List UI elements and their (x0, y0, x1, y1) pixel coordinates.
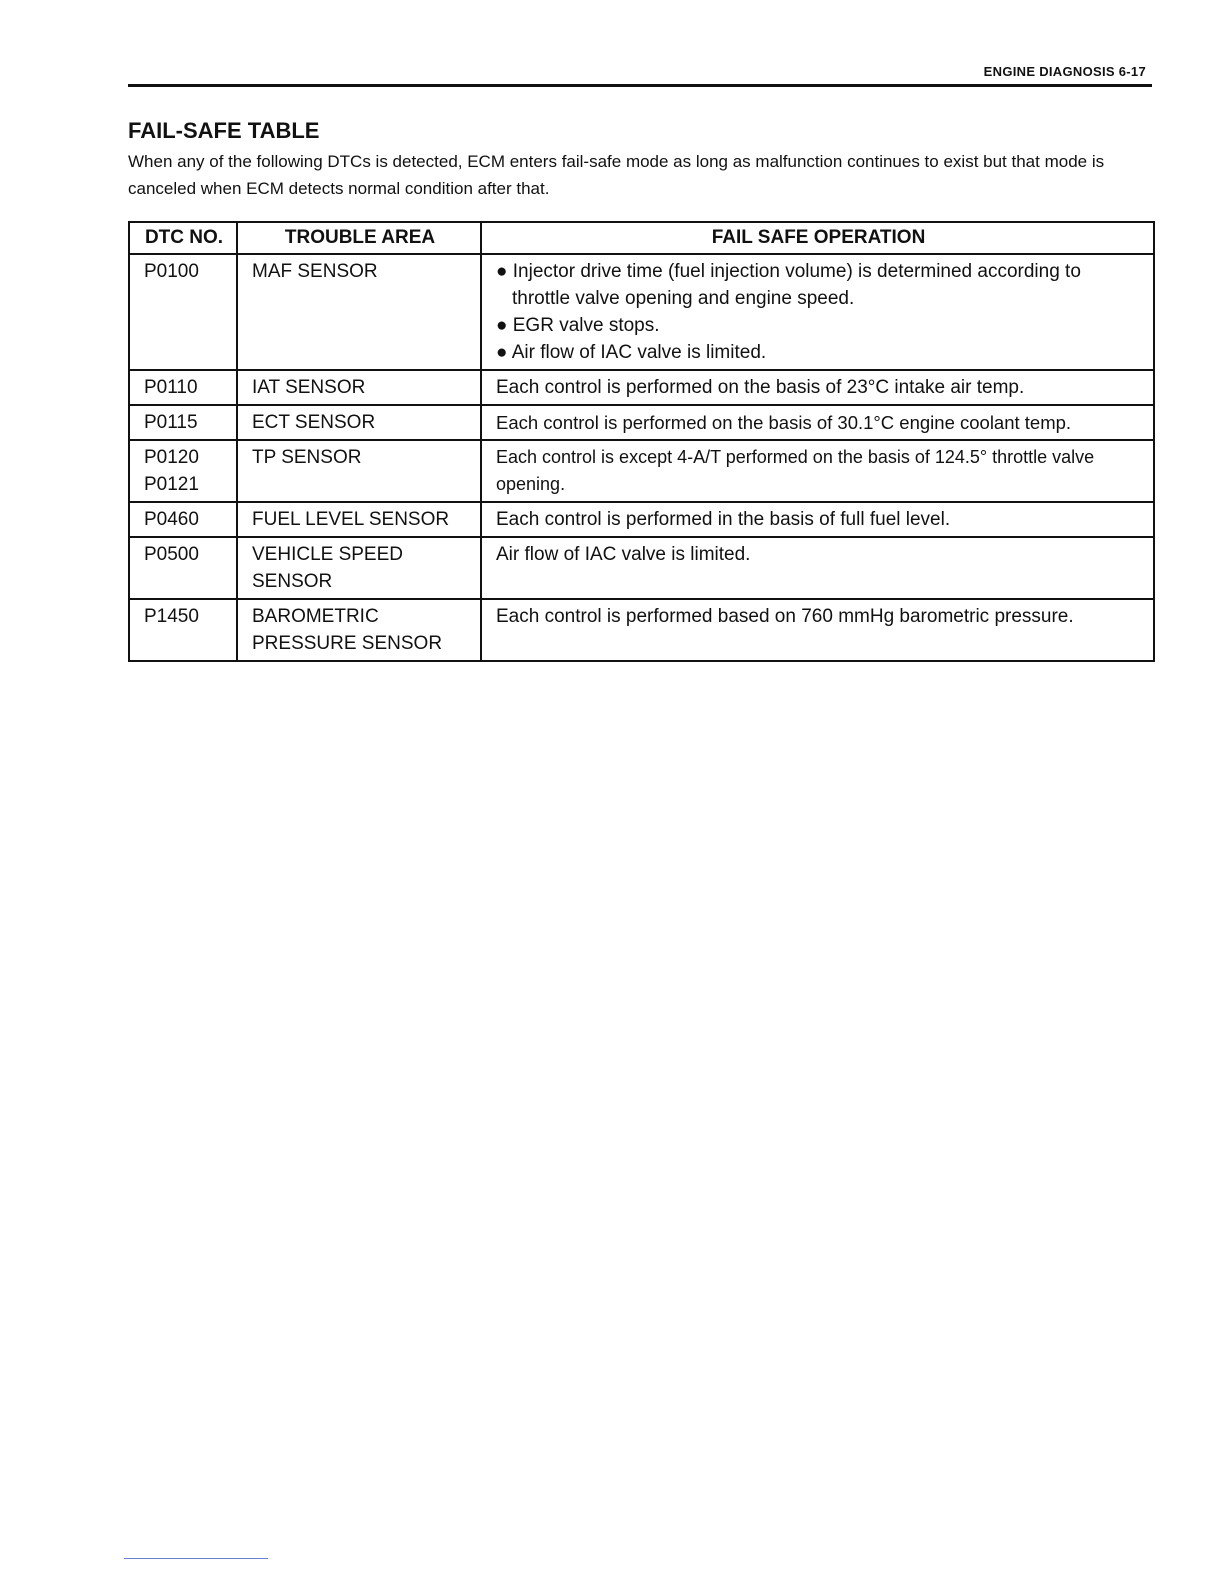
trouble-area-text: BAROMETRIC (252, 606, 379, 627)
trouble-area-text: SENSOR (252, 571, 333, 592)
dtc-cell (129, 405, 237, 440)
section-title: FAIL-SAFE TABLE (128, 118, 320, 143)
fail-safe-operation-cell: Each control is except 4-A/T performed on the basis of 124.5° throttle valve opening. (481, 440, 1154, 502)
dtc-cell (129, 440, 237, 502)
header-fail-safe-operation: FAIL SAFE OPERATION (481, 222, 1154, 254)
dtc-code: P0100 (144, 261, 199, 282)
table-row (129, 254, 1154, 370)
operation-bullet: ● EGR valve stops. (496, 315, 660, 336)
trouble-area-text: ECT SENSOR (252, 412, 376, 433)
fail-safe-operation-cell (481, 254, 1154, 370)
dtc-cell (129, 254, 237, 370)
dtc-code: P1450 (144, 606, 199, 627)
running-header (128, 62, 1152, 87)
trouble-area-cell (237, 405, 481, 440)
footer-rule (124, 1558, 268, 1559)
trouble-area-cell (237, 254, 481, 370)
operation-bullet: ● Injector drive time (fuel injection volume) is determined according to throttle valve opening and engine speed. (496, 261, 1081, 309)
header-trouble-area: TROUBLE AREA (237, 222, 481, 254)
dtc-cell (129, 502, 237, 537)
table-row (129, 502, 1154, 537)
header-dtc: DTC NO. (129, 222, 237, 254)
trouble-area-text: FUEL LEVEL SENSOR (252, 509, 450, 530)
fail-safe-operation-cell: Each control is performed on the basis of 30.1°C engine coolant temp. (481, 405, 1154, 440)
trouble-area-cell (237, 599, 481, 661)
trouble-area-cell (237, 537, 481, 599)
trouble-area-cell (237, 370, 481, 405)
dtc-cell (129, 370, 237, 405)
trouble-area-text: MAF SENSOR (252, 261, 378, 282)
operation-bullet: ● Air flow of IAC valve is limited. (496, 342, 767, 363)
fail-safe-operation-cell: Air flow of IAC valve is limited. (481, 537, 1154, 599)
table-row (129, 599, 1154, 661)
fail-safe-operation-cell: Each control is performed on the basis of 23°C intake air temp. (481, 370, 1154, 405)
dtc-code: P0460 (144, 509, 199, 530)
table-row (129, 537, 1154, 599)
dtc-code: P0110 (144, 377, 198, 398)
table-header-row (129, 222, 1154, 254)
running-header-text: ENGINE DIAGNOSIS 6-17 (983, 64, 1146, 79)
fail-safe-operation-cell: Each control is performed based on 760 mmHg barometric pressure. (481, 599, 1154, 661)
trouble-area-cell (237, 502, 481, 537)
fail-safe-table (128, 221, 1155, 662)
dtc-cell (129, 599, 237, 661)
trouble-area-text: VEHICLE SPEED (252, 544, 403, 565)
trouble-area-text: TP SENSOR (252, 447, 362, 468)
intro-paragraph: When any of the following DTCs is detected, ECM enters fail-safe mode as long as malfunction continues to exist but that mode is canceled when ECM detects normal condition after that. (128, 152, 1105, 198)
dtc-code: P0121 (144, 474, 199, 495)
dtc-code: P0115 (144, 412, 198, 433)
dtc-cell (129, 537, 237, 599)
trouble-area-text: PRESSURE SENSOR (252, 633, 443, 654)
trouble-area-cell (237, 440, 481, 502)
table-row (129, 405, 1154, 440)
table-row (129, 370, 1154, 405)
fail-safe-operation-cell: Each control is performed in the basis of full fuel level. (481, 502, 1154, 537)
dtc-code: P0120 (144, 447, 199, 468)
trouble-area-text: IAT SENSOR (252, 377, 366, 398)
dtc-code: P0500 (144, 544, 199, 565)
table-row (129, 440, 1154, 502)
